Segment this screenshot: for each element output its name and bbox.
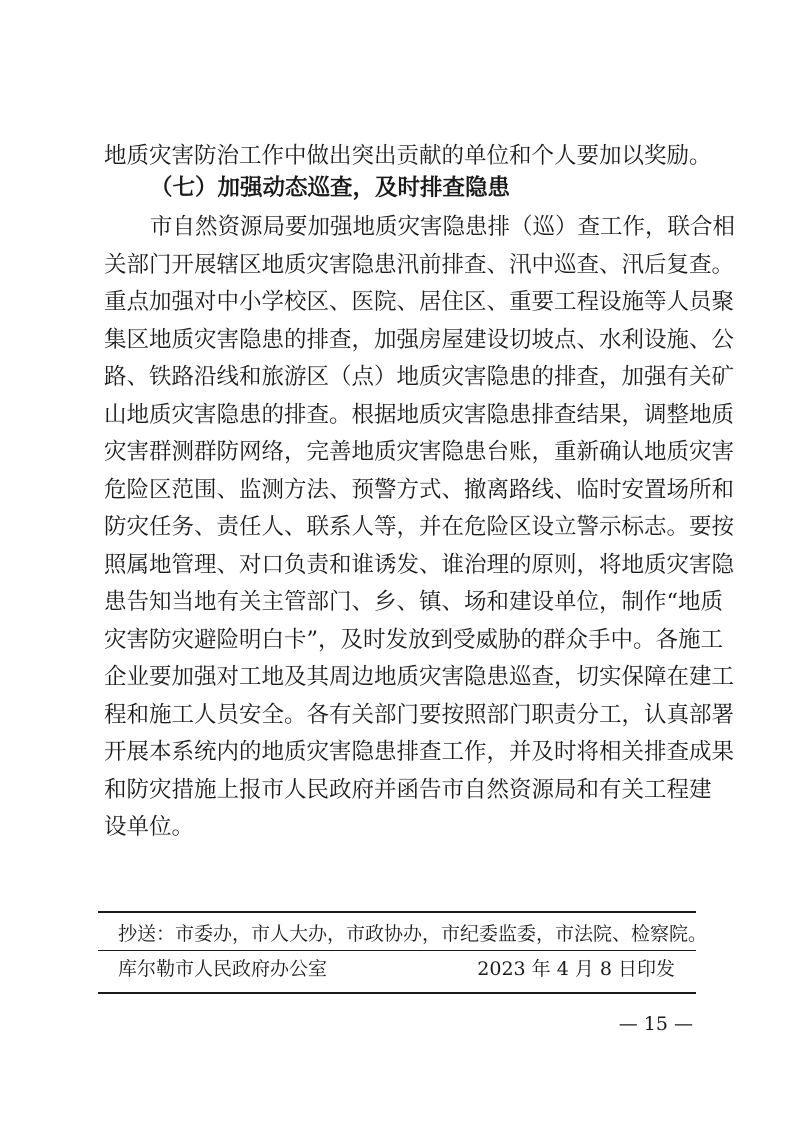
footer-bottom-rule bbox=[98, 992, 696, 994]
paragraph-line: 关部门开展辖区地质灾害隐患汛前排查、汛中巡查、汛后复查。 bbox=[104, 252, 735, 278]
paragraph-line: 防灾任务、责任人、联系人等，并在危险区设立警示标志。要按 bbox=[104, 514, 735, 540]
paragraph-line: 市自然资源局要加强地质灾害隐患排（巡）查工作，联合相 bbox=[150, 214, 736, 240]
paragraph-line: 山地质灾害隐患的排查。根据地质灾害隐患排查结果，调整地质 bbox=[104, 402, 735, 428]
paragraph-line: 程和施工人员安全。各有关部门要按照部门职责分工，认真部署 bbox=[104, 702, 735, 728]
cc-divider-rule bbox=[98, 950, 696, 951]
paragraph-line: 重点加强对中小学校区、医院、居住区、重要工程设施等人员聚 bbox=[104, 289, 735, 315]
paragraph-line: 开展本系统内的地质灾害隐患排查工作，并及时将相关排查成果 bbox=[104, 739, 735, 765]
paragraph-line: 集区地质灾害隐患的排查，加强房屋建设切坡点、水利设施、公 bbox=[104, 327, 735, 353]
paragraph-line: 灾害群测群防网络，完善地质灾害隐患台账，重新确认地质灾害 bbox=[104, 439, 735, 465]
page-number: — 15 — bbox=[618, 1013, 693, 1035]
issuing-office: 库尔勒市人民政府办公室 bbox=[118, 958, 328, 980]
paragraph-line: 企业要加强对工地及其周边地质灾害隐患巡查，切实保障在建工 bbox=[104, 664, 735, 690]
section-heading: （七）加强动态巡查，及时排查隐患 bbox=[150, 175, 511, 201]
cc-list: 抄送：市委办，市人大办，市政协办，市纪委监委，市法院、检察院。 bbox=[118, 923, 708, 945]
paragraph-line: 地质灾害防治工作中做出突出贡献的单位和个人要加以奖励。 bbox=[104, 143, 712, 169]
issue-date: 2023 年 4 月 8 日印发 bbox=[477, 958, 675, 980]
paragraph-line: 照属地管理、对口负责和谁诱发、谁治理的原则，将地质灾害隐 bbox=[104, 552, 735, 578]
paragraph-line: 路、铁路沿线和旅游区（点）地质灾害隐患的排查，加强有关矿 bbox=[104, 364, 735, 390]
paragraph-line: 设单位。 bbox=[104, 814, 195, 840]
paragraph-line: 患告知当地有关主管部门、乡、镇、场和建设单位，制作“地质 bbox=[104, 589, 724, 615]
paragraph-line: 和防灾措施上报市人民政府并函告市自然资源局和有关工程建 bbox=[104, 777, 712, 803]
paragraph-line: 灾害防灾避险明白卡”，及时发放到受威胁的群众手中。各施工 bbox=[104, 627, 724, 653]
paragraph-line: 危险区范围、监测方法、预警方式、撤离路线、临时安置场所和 bbox=[104, 477, 735, 503]
cc-top-rule bbox=[98, 911, 696, 913]
